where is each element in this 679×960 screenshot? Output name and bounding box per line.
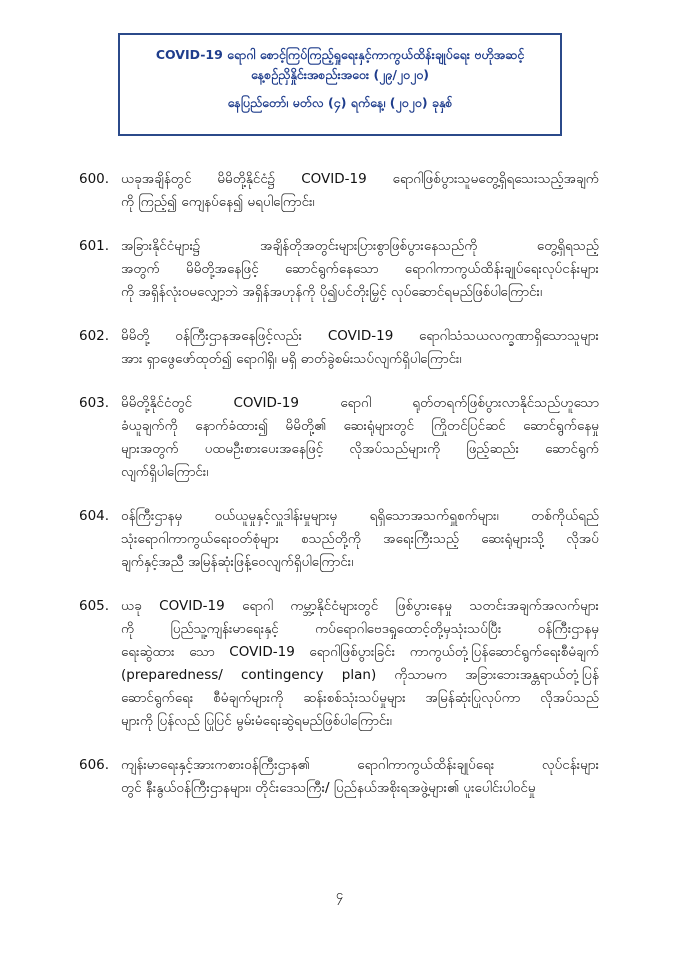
header-title-line-2: နေ့စဉ်ညှိနှိုင်းအစည်းအဝေး (၂၉/၂၀၂၀): [251, 67, 429, 82]
paragraph-number: 603.: [79, 395, 110, 411]
paragraph-text: [121, 754, 599, 800]
paragraph-line: ခံယူချက်ကို နောက်ခံထား၍ မိမိတို့၏ ဆေးရုံများတွင် ကြိုတင်ပြင်ဆင် ဆောင်ရွက်နေမှု: [121, 418, 599, 434]
paragraph: [79, 595, 599, 733]
paragraph-line: များကို ပြန်လည် ပြုပြင် မွမ်းမံရေးဆွဲရမည်ဖြစ်ပါကြောင်း၊: [121, 713, 392, 729]
paragraph-number: 600.: [79, 171, 110, 187]
paragraph: [79, 392, 599, 484]
paragraph: [79, 505, 599, 574]
paragraph-text: [121, 392, 599, 484]
paragraph-list: [79, 168, 599, 821]
paragraph-line: တွင် နီးနွယ်ဝန်ကြီးဌာနများ၊ တိုင်းဒေသကြီး/ ပြည်နယ်အစိုးရအဖွဲ့များ၏ ပူးပေါင်းပါဝင်မှု: [121, 780, 536, 796]
paragraph-line: သုံးရောဂါကာကွယ်ရေးဝတ်စုံများ စသည်တို့ကို အရေးကြီးသည့် ဆေးရုံများသို့ လိုအပ်: [121, 531, 599, 547]
paragraph-line: ကို အရှိန်လုံးဝမလျှော့ဘဲ အရှိန်အဟုန်ကို ပို၍ပင်တိုးမြှင့် လုပ်ဆောင်ရမည်ဖြစ်ပါကြောင်း၊: [121, 284, 543, 300]
paragraph-number: 602.: [79, 328, 110, 344]
paragraph: [79, 325, 599, 371]
paragraph-number: 601.: [79, 238, 110, 254]
paragraph-number: 604.: [79, 508, 110, 524]
paragraph-text: [121, 505, 599, 574]
paragraph-line: အား ရှာဖွေဖော်ထုတ်၍ ရောဂါရှိ၊ မရှိ ဓာတ်ခွဲစမ်းသပ်လျက်ရှိပါကြောင်း၊: [121, 351, 462, 367]
paragraph-line: ကို ကြည့်၍ ကျေနပ်နေ၍ မရပါကြောင်း၊: [121, 194, 315, 210]
paragraph-line: ကို ပြည်သူ့ကျန်းမာရေးနှင့် ကပ်ရောဂါဗေဒရှုထောင့်တို့မှသုံးသပ်ပြီး ဝန်ကြီးဌာနမှ: [121, 621, 599, 637]
paragraph-line: ရေးဆွဲထား သော COVID-19 ရောဂါဖြစ်ပွားခြင်း ကာကွယ်တုံ့ပြန်ဆောင်ရွက်ရေးစီမံချက်: [121, 644, 599, 660]
header-box: [118, 33, 562, 136]
paragraph-line: အခြားနိုင်ငံများ၌ အချိန်တိုအတွင်းများပြားစွာဖြစ်ပွားနေသည်ကို တွေ့ရှိရသည့်: [121, 238, 599, 254]
paragraph-line: များအတွက် ပထမဦးစားပေးအနေဖြင့် လိုအပ်သည်များကို ဖြည့်ဆည်း ဆောင်ရွက်: [121, 441, 599, 457]
paragraph-line: ဆောင်ရွက်ရေး စီမံချက်များကို ဆန်းစစ်သုံးသပ်မှုများ အမြန်ဆုံးပြုလုပ်ကာ လိုအပ်သည်: [121, 690, 599, 706]
page-number: ၄: [335, 888, 344, 903]
paragraph: [79, 754, 599, 800]
paragraph-number: 606.: [79, 757, 110, 773]
paragraph-text: [121, 595, 599, 733]
paragraph-line: ချက်နှင့်အညီ အမြန်ဆုံးဖြန့်ဝေလျက်ရှိပါကြောင်း၊: [121, 554, 354, 570]
paragraph-line: ဝန်ကြီးဌာနမှ ဝယ်ယူမှုနှင့်လှူဒါန်းမှုများမှ ရရှိသောအသက်ရှူစက်များ၊ တစ်ကိုယ်ရည်: [121, 508, 599, 524]
paragraph-line: လျက်ရှိပါကြောင်း၊: [121, 464, 209, 480]
header-date: နေပြည်တော်၊ မတ်လ (၄) ရက်နေ့၊ (၂၀၂၀) ခုနှစ်: [227, 95, 453, 110]
paragraph-line: (preparedness/ contingency plan) ကိုသာမက အခြားဘေးအန္တရာယ်တုံ့ပြန်: [121, 667, 599, 683]
paragraph-text: [121, 168, 599, 214]
paragraph-line: ယခုအချိန်တွင် မိမိတို့နိုင်ငံ၌ COVID-19 ရောဂါဖြစ်ပွားသူမတွေ့ရှိရသေးသည့်အချက်: [121, 171, 599, 187]
paragraph-line: မိမိတို့ ဝန်ကြီးဌာနအနေဖြင့်လည်း COVID-19 ရောဂါသံသယလက္ခဏာရှိသောသူများ: [121, 328, 599, 344]
paragraph-line: ကျန်းမာရေးနှင့်အားကစားဝန်ကြီးဌာန၏ ရောဂါကာကွယ်ထိန်းချုပ်ရေး လုပ်ငန်းများ: [121, 757, 599, 773]
paragraph-number: 605.: [79, 598, 110, 614]
paragraph-line: အတွက် မိမိတို့အနေဖြင့် ဆောင်ရွက်နေသော ရောဂါကာကွယ်ထိန်းချုပ်ရေးလုပ်ငန်းများ: [121, 261, 599, 277]
paragraph: [79, 235, 599, 304]
paragraph-text: [121, 235, 599, 304]
header-title-line-1: COVID-19 ရောဂါ စောင့်ကြပ်ကြည့်ရှုရေးနှင့်ကာကွယ်ထိန်းချုပ်ရေး ဗဟိုအဆင့်: [155, 47, 525, 62]
paragraph: [79, 168, 599, 214]
paragraph-line: မိမိတို့နိုင်ငံတွင် COVID-19 ရောဂါ ရုတ်တရက်ဖြစ်ပွားလာနိုင်သည်ဟူသော: [121, 395, 599, 411]
paragraph-line: ယခု COVID-19 ရောဂါ ကမ္ဘာ့နိုင်ငံများတွင် ဖြစ်ပွားနေမှု သတင်းအချက်အလက်များ: [121, 598, 599, 614]
paragraph-text: [121, 325, 599, 371]
